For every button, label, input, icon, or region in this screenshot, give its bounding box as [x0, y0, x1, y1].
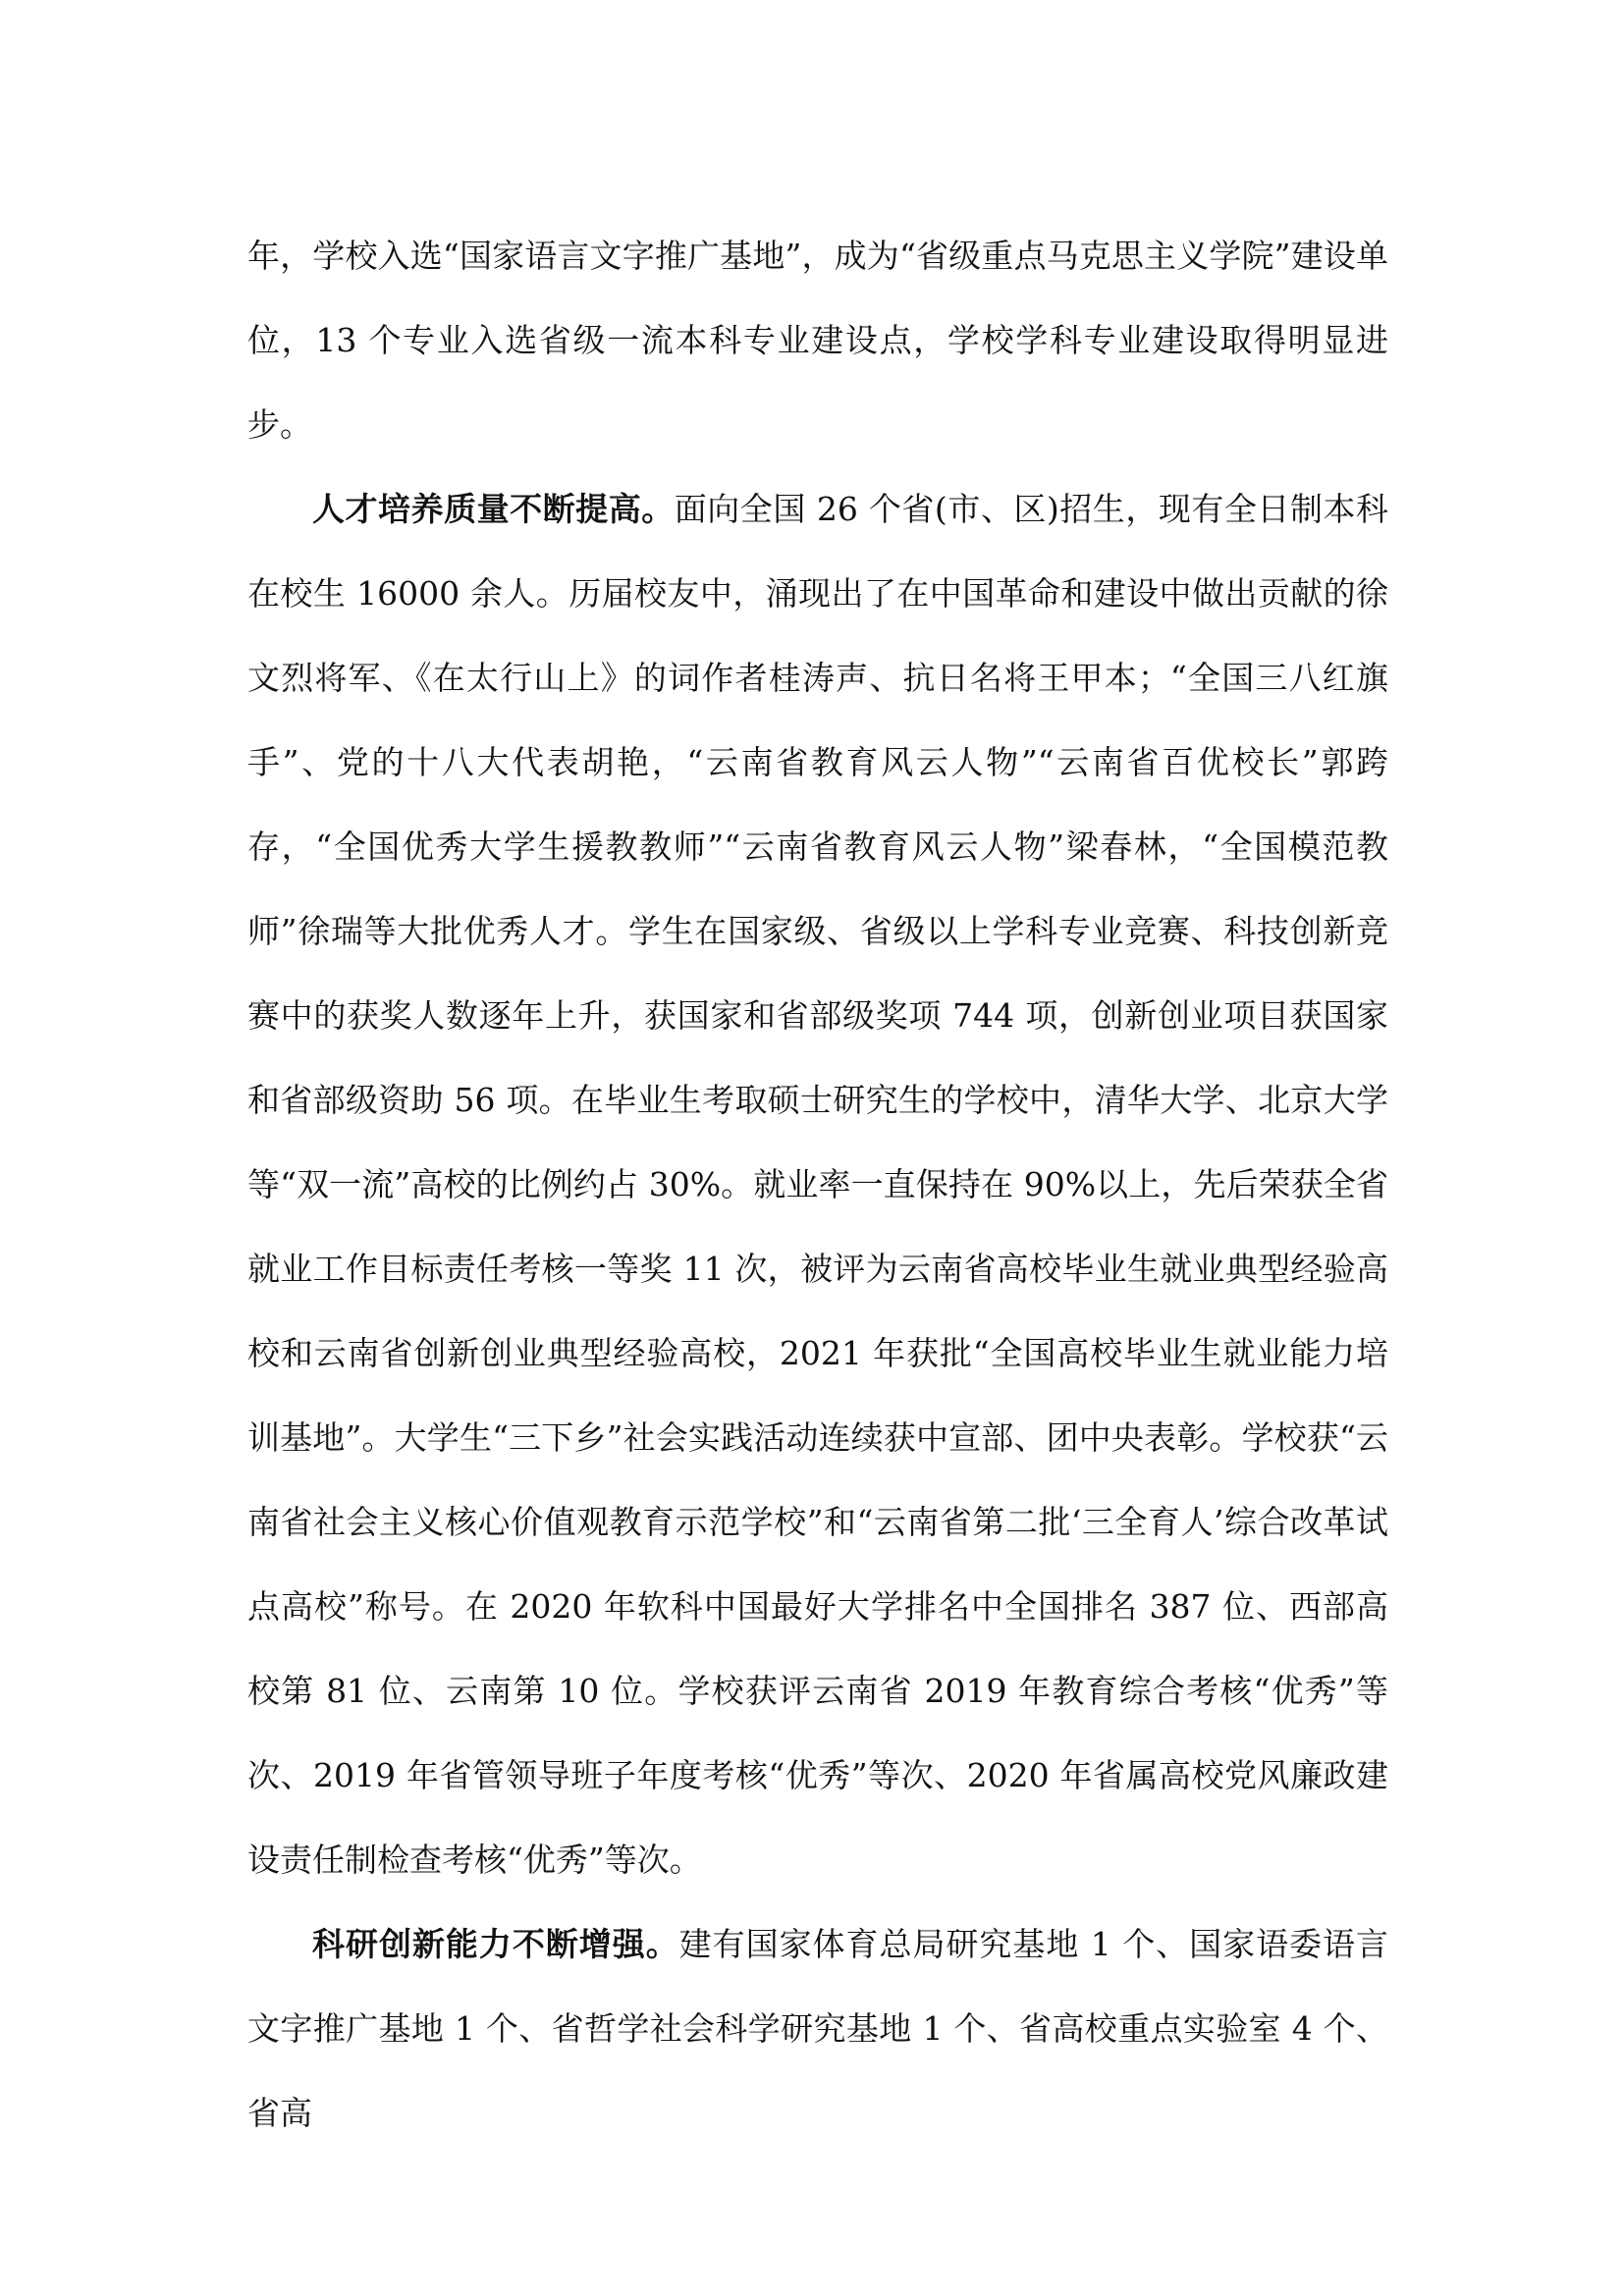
paragraph-continuation — [247, 214, 1388, 467]
paragraph-lead-heading: 人才培养质量不断提高。 — [312, 490, 675, 528]
paragraph-talent-cultivation — [247, 467, 1388, 1902]
paragraph-text: 面向全国 26 个省(市、区)招生，现有全日制本科在校生 16000 余人。历届校友中，涌现出了在中国革命和建设中做出贡献的徐文烈将军、《在太行山上》的词作者桂涛声、抗日名将王甲本；“全国三八红旗手”、党的十八大代表胡艳，“云南省教育风云人物”“云南省百优校长”郭跨存，“全国优秀大学生援教教师”“云南省教育风云人物”梁春林，“全国模范教师”徐瑞等大批优秀人才。学生在国家级、省级以上学科专业竞赛、科技创新竞赛中的获奖人数逐年上升，获国家和省部级奖项 744 项，创新创业项目获国家和省部级资助 56 项。在毕业生考取硕士研究生的学校中，清华大学、北京大学等“双一流”高校的比例约占 30%。就业率一直保持在 90%以上，先后荣获全省就业工作目标责任考核一等奖 11 次，被评为云南省高校毕业生就业典型经验高校和云南省创新创业典型经验高校，2021 年获批“全国高校毕业生就业能力培训基地”。大学生“三下乡”社会实践活动连续获中宣部、团中央表彰。学校获“云南省社会主义核心价值观教育示范学校”和“云南省第二批‘三全育人’综合改革试点高校”称号。在 2020 年软科中国最好大学排名中全国排名 387 位、西部高校第 81 位、云南第 10 位。学校获评云南省 2019 年教育综合考核“优秀”等次、2019 年省管领导班子年度考核“优秀”等次、2020 年省属高校党风廉政建设责任制检查考核“优秀”等次。 — [247, 490, 1388, 1879]
document-body — [247, 214, 1388, 2156]
paragraph-research-innovation — [247, 1902, 1388, 2156]
paragraph-lead-heading: 科研创新能力不断增强。 — [312, 1925, 679, 1963]
paragraph-text: 建有国家体育总局研究基地 1 个、国家语委语言文字推广基地 1 个、省哲学社会科学研究基地 1 个、省高校重点实验室 4 个、省高 — [247, 1925, 1389, 2132]
paragraph-text: 年，学校入选“国家语言文字推广基地”，成为“省级重点马克思主义学院”建设单位，13 个专业入选省级一流本科专业建设点，学校学科专业建设取得明显进步。 — [247, 237, 1388, 444]
